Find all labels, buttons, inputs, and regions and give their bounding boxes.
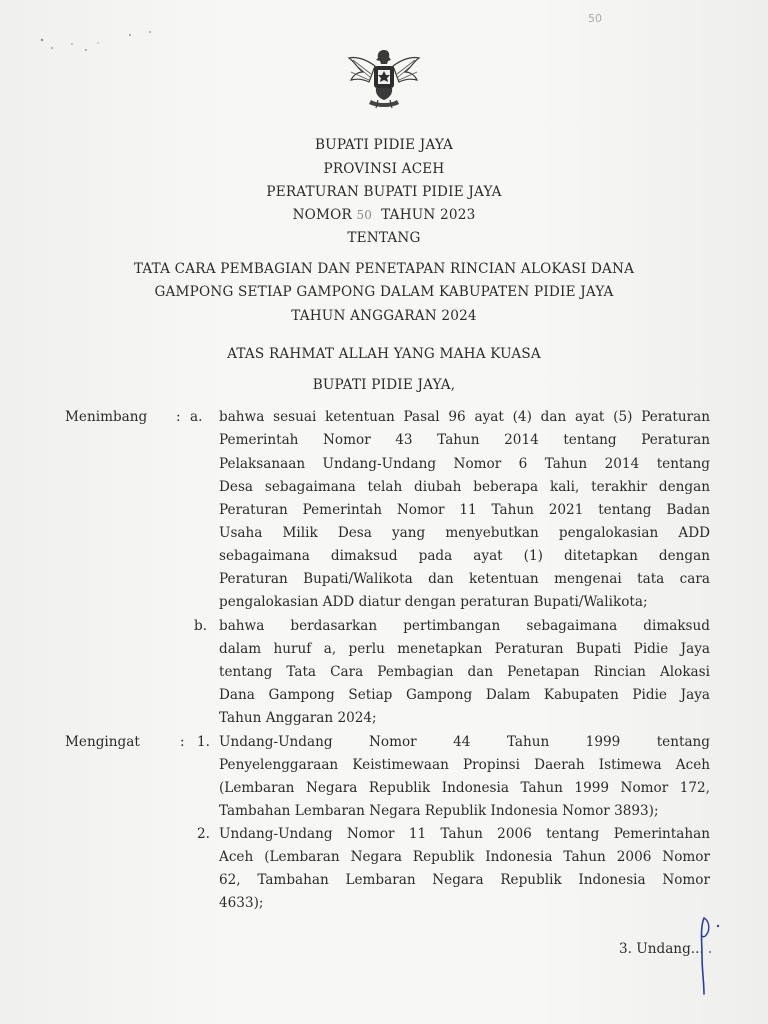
menimbang-marker-b: b. [194,618,208,634]
continuation-note: 3. Undang... [619,941,704,957]
pencil-note: 50 [588,12,602,25]
title-line-1: TATA CARA PEMBAGIAN DAN PENETAPAN RINCIAN ALOKASI DANA [133,261,635,277]
menimbang-a-line: Desa sebagaimana telah diubah beberapa kali, terakhir dengan [219,479,710,495]
mengingat-2-line: 4633); [219,895,264,911]
mengingat-label: Mengingat [65,734,140,750]
paraf-signature-icon [690,912,730,996]
menimbang-a-line: sebagaimana dimaksud pada ayat (1) ditetapkan dengan [219,548,710,564]
menimbang-colon: : [176,409,181,425]
mengingat-2-line: 62, Tambahan Lembaran Negara Republik Indonesia Nomor [219,872,710,888]
scan-specks [28,26,168,60]
menimbang-b-line: Tahun Anggaran 2024; [219,710,377,726]
mengingat-colon: : [180,734,185,750]
mengingat-1-line: (Lembaran Negara Republik Indonesia Tahun 1999 Nomor 172, [219,780,710,796]
tentang-heading: TENTANG [347,230,421,246]
mengingat-1-line: Undang-Undang Nomor 44 Tahun 1999 tentang [219,734,710,750]
menimbang-marker-a: a. [190,409,203,425]
menimbang-b-line: bahwa berdasarkan pertimbangan sebagaimana dimaksud [219,618,710,634]
mengingat-1-line: Tambahan Lembaran Negara Republik Indonesia Nomor 3893); [219,803,659,819]
preamble-line-1: ATAS RAHMAT ALLAH YANG MAHA KUASA [227,346,541,362]
garuda-emblem-icon [345,46,423,112]
menimbang-b-line: dalam huruf a, perlu menetapkan Peraturan Bupati Pidie Jaya [219,641,710,657]
menimbang-a-line: Pelaksanaan Undang-Undang Nomor 6 Tahun 2014 tentang [219,456,710,472]
header-line-3: PERATURAN BUPATI PIDIE JAYA [266,184,502,200]
menimbang-label: Menimbang [65,409,148,425]
mengingat-2-line: Aceh (Lembaran Negara Republik Indonesia Tahun 2006 Nomor [219,849,710,865]
mengingat-marker-1: 1. [197,734,210,750]
menimbang-b-line: tentang Tata Cara Pembagian dan Penetapan Rincian Alokasi [219,664,710,680]
nomor-prefix: NOMOR [292,207,352,223]
title-line-3: TAHUN ANGGARAN 2024 [291,308,477,324]
menimbang-a-line: Peraturan Pemerintah Nomor 11 Tahun 2021 tentang Badan [219,502,710,518]
mengingat-1-line: Penyelenggaraan Keistimewaan Propinsi Daerah Istimewa Aceh [219,757,710,773]
preamble-line-2: BUPATI PIDIE JAYA, [312,377,456,393]
menimbang-a-line: Pemerintah Nomor 43 Tahun 2014 tentang Peraturan [219,432,710,448]
menimbang-a-line: Peraturan Bupati/Walikota dan ketentuan mengenai tata cara [219,571,710,587]
nomor-suffix: TAHUN 2023 [381,207,476,223]
nomor-line [0,207,768,223]
mengingat-2-line: Undang-Undang Nomor 11 Tahun 2006 tentang Pemerintahan [219,826,710,842]
header-line-2: PROVINSI ACEH [323,161,445,177]
nomor-value: 50 [356,208,373,222]
header-line-1: BUPATI PIDIE JAYA [314,137,454,153]
mengingat-marker-2: 2. [197,826,210,842]
title-line-2: GAMPONG SETIAP GAMPONG DALAM KABUPATEN PIDIE JAYA [154,284,614,300]
menimbang-a-line: bahwa sesuai ketentuan Pasal 96 ayat (4) dan ayat (5) Peraturan [219,409,710,425]
menimbang-b-line: Dana Gampong Setiap Gampong Dalam Kabupaten Pidie Jaya [219,687,710,703]
menimbang-a-line: pengalokasian ADD diatur dengan peraturan Bupati/Walikota; [219,594,648,610]
menimbang-a-line: Usaha Milik Desa yang menyebutkan pengalokasian ADD [219,525,710,541]
